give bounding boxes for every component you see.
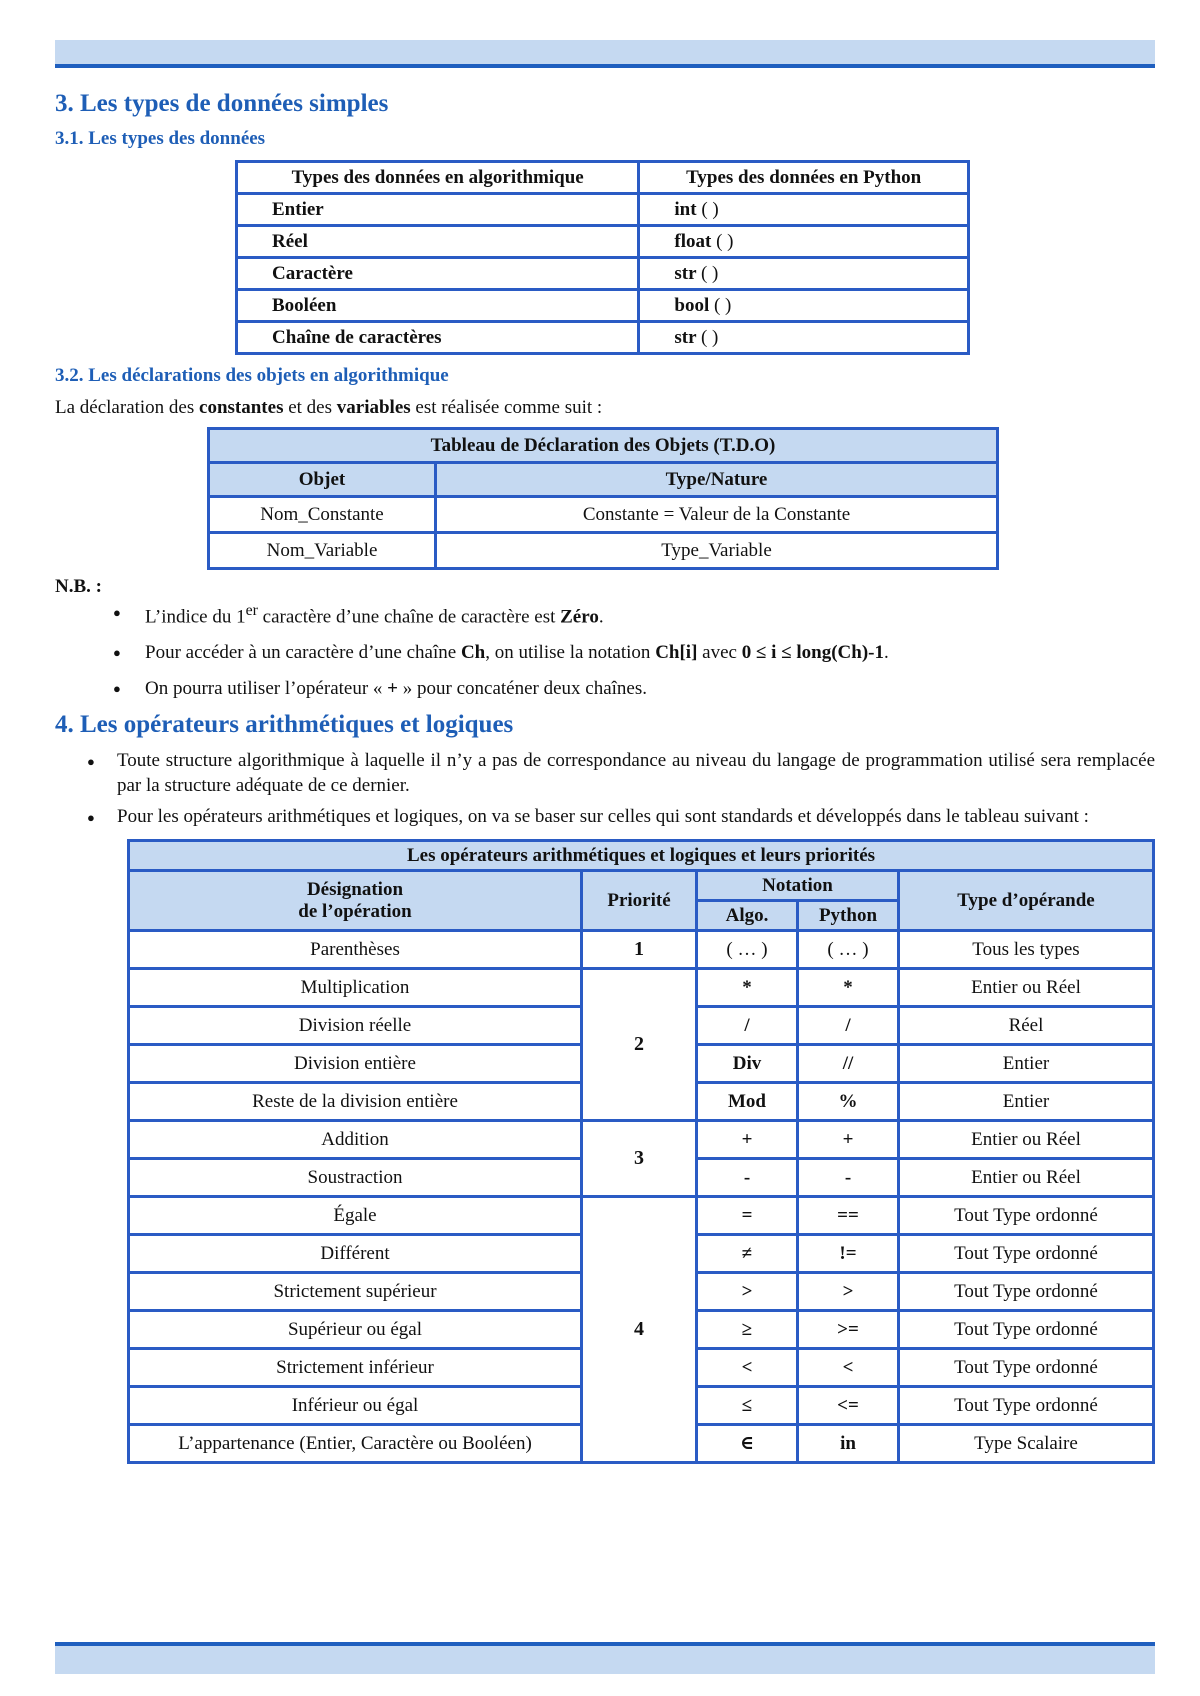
cell-python [639,322,969,354]
table-row [129,931,1154,969]
section-3-1-title: 3.1. Les types des données [55,128,266,149]
cell-type: Tout Type ordonné [899,1235,1154,1273]
table-row [237,322,969,354]
bold-text: constantes [199,397,284,418]
text: avec [697,641,742,663]
cell-algo: - [697,1159,798,1197]
cell-algo: < [697,1349,798,1387]
table-row [129,1197,1154,1235]
cell-type: Entier ou Réel [899,1121,1154,1159]
cell-algo: ≠ [697,1235,798,1273]
bold-text: 0 ≤ i ≤ long(Ch)-1 [741,641,884,663]
cell-type: Entier ou Réel [899,969,1154,1007]
header-python: Python [798,901,899,931]
superscript: er [245,602,258,619]
cell-designation: Supérieur ou égal [129,1311,582,1349]
cell-type: Tout Type ordonné [899,1197,1154,1235]
list-item [55,676,1155,702]
bold-text: variables [336,397,411,418]
cell-type: Entier [899,1045,1154,1083]
cell-python: >= [798,1311,899,1349]
header-designation [129,871,582,931]
text: » pour concaténer deux chaînes. [398,677,648,699]
text: et des [283,397,337,418]
bold-text: Ch[i] [655,641,698,663]
cell-algo: ( … ) [697,931,798,969]
cell-designation: Division entière [129,1045,582,1083]
bold-text: + [387,677,398,699]
cell-python: + [798,1121,899,1159]
cell-designation: Égale [129,1197,582,1235]
cell-priorite: 3 [582,1121,697,1197]
types-table [235,160,970,355]
header-type-operande: Type d’opérande [899,871,1154,931]
cell-python: * [798,969,899,1007]
cell-algo: > [697,1273,798,1311]
python-type: float [674,230,712,252]
cell-algo: ≤ [697,1387,798,1425]
cell-designation: Strictement supérieur [129,1273,582,1311]
cell-priorite: 4 [582,1197,697,1463]
cell-designation: Multiplication [129,969,582,1007]
tdo-table [207,427,999,570]
bold-text: Ch [460,641,486,663]
cell-algo: = [697,1197,798,1235]
cell-type: Constante = Valeur de la Constante [436,497,998,533]
cell-algo: Entier [237,194,639,226]
cell-algo: Div [697,1045,798,1083]
cell-python: != [798,1235,899,1273]
table-row [237,290,969,322]
text: La déclaration des [55,397,200,418]
cell-python: % [798,1083,899,1121]
cell-priorite: 1 [582,931,697,969]
table-row [237,258,969,290]
cell-python: in [798,1425,899,1463]
cell-designation: L’appartenance (Entier, Caractère ou Booléen) [129,1425,582,1463]
cell-python: == [798,1197,899,1235]
cell-algo: Booléen [237,290,639,322]
page-content [55,84,1155,1464]
table-row [129,969,1154,1007]
cell-type: Tout Type ordonné [899,1311,1154,1349]
header-band [55,40,1155,68]
cell-designation: Parenthèses [129,931,582,969]
cell-python: < [798,1349,899,1387]
declaration-intro [55,397,1155,419]
header-python: Types des données en Python [639,162,969,194]
python-type: str [674,262,697,284]
cell-algo: ∈ [697,1425,798,1463]
cell-type: Tout Type ordonné [899,1273,1154,1311]
cell-algo: * [697,969,798,1007]
list-item: ● Toute structure algorithmique à laquelle il n’y a pas de correspondance au niveau du langage de programmation utilisé sera remplacée par la structure adéquate de ce dernier. [55,749,1155,798]
cell-algo: / [697,1007,798,1045]
cell-algo: Caractère [237,258,639,290]
python-paren: ( ) [713,294,732,316]
text: , on utilise la notation [485,641,656,663]
cell-type: Entier ou Réel [899,1159,1154,1197]
list-item [55,600,1155,630]
table-row [237,226,969,258]
section-4-title: 4. Les opérateurs arithmétiques et logiques [55,711,514,739]
table-row [209,533,998,569]
cell-algo: ≥ [697,1311,798,1349]
header-priorite: Priorité [582,871,697,931]
operators-intro-list [55,749,1155,829]
tdo-title-row [209,429,998,463]
python-paren: ( ) [700,326,719,348]
cell-type: Tout Type ordonné [899,1387,1154,1425]
operators-table [127,839,1155,1464]
cell-python [639,258,969,290]
cell-designation: Division réelle [129,1007,582,1045]
cell-designation: Soustraction [129,1159,582,1197]
cell-objet: Nom_Constante [209,497,436,533]
cell-python [639,290,969,322]
header-algo: Types des données en algorithmique [237,162,639,194]
cell-algo: Réel [237,226,639,258]
text: est réalisée comme suit : [410,397,603,418]
cell-python: - [798,1159,899,1197]
list-item [55,640,1155,666]
cell-objet: Nom_Variable [209,533,436,569]
cell-type: Tous les types [899,931,1154,969]
cell-priorite: 2 [582,969,697,1121]
python-type: str [674,326,697,348]
text: . [883,641,889,663]
cell-type: Type Scalaire [899,1425,1154,1463]
header-designation-line2: de l’opération [298,900,412,922]
python-paren: ( ) [716,230,734,252]
header-objet: Objet [209,463,436,497]
cell-algo: Chaîne de caractères [237,322,639,354]
text: On pourra utiliser l’opérateur « [145,677,388,699]
ops-header-row [129,871,1154,901]
cell-algo: Mod [697,1083,798,1121]
table-header-row [237,162,969,194]
cell-designation: Reste de la division entière [129,1083,582,1121]
text: . [598,606,604,628]
cell-designation: Inférieur ou égal [129,1387,582,1425]
nb-label: N.B. : [55,576,102,597]
cell-designation: Addition [129,1121,582,1159]
python-type: bool [674,294,710,316]
cell-type: Tout Type ordonné [899,1349,1154,1387]
cell-type: Réel [899,1007,1154,1045]
text: L’indice du 1 [145,606,246,628]
header-notation: Notation [697,871,899,901]
nb-list [55,600,1155,701]
section-3-2-title: 3.2. Les déclarations des objets en algorithmique [55,365,449,386]
ops-title: Les opérateurs arithmétiques et logiques et leurs priorités [129,841,1154,871]
text: caractère d’une chaîne de caractère est [257,606,561,628]
table-row [129,1121,1154,1159]
cell-python: <= [798,1387,899,1425]
cell-python: > [798,1273,899,1311]
cell-designation: Strictement inférieur [129,1349,582,1387]
tdo-title: Tableau de Déclaration des Objets (T.D.O) [209,429,998,463]
bold-text: Zéro [560,606,599,628]
text: Pour accéder à un caractère d’une chaîne [145,641,461,663]
cell-python: // [798,1045,899,1083]
footer-band [55,1642,1155,1674]
list-item: ● Pour les opérateurs arithmétiques et logiques, on va se baser sur celles qui sont standards et développés dans le tableau suivant : [55,805,1155,830]
cell-designation: Différent [129,1235,582,1273]
cell-python: / [798,1007,899,1045]
cell-algo: + [697,1121,798,1159]
table-row [237,194,969,226]
python-paren: ( ) [701,198,719,220]
header-type-nature: Type/Nature [436,463,998,497]
cell-python [639,194,969,226]
table-row [209,497,998,533]
python-paren: ( ) [700,262,719,284]
section-3-title: 3. Les types de données simples [55,90,389,117]
header-designation-line1: Désignation [306,878,404,900]
cell-type: Type_Variable [436,533,998,569]
python-type: int [674,198,697,220]
tdo-header-row [209,463,998,497]
cell-python: ( … ) [798,931,899,969]
header-algo: Algo. [697,901,798,931]
cell-type: Entier [899,1083,1154,1121]
ops-title-row [129,841,1154,871]
cell-python [639,226,969,258]
